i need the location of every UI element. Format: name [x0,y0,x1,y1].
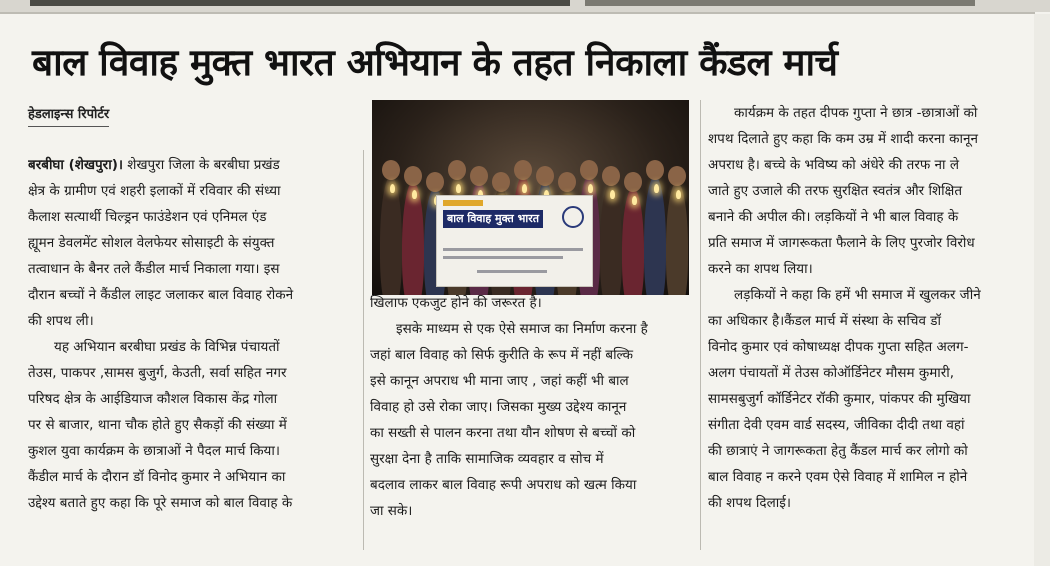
line-text: तेउस, पाकपर ,सामस बुजुर्ग, केउती, सर्वा सहित नगर [28,365,287,381]
text-line [28,490,358,516]
line-text: बदलाव लाकर बाल विवाह रूपी अपराध को खत्म किया [370,477,637,493]
line-text: का अधिकार है।कैंडल मार्च में संस्था के सचिव डॉ [708,313,941,329]
photo-banner [436,195,593,287]
person-head [602,166,620,186]
banner-logo-icon [562,206,584,228]
text-line [370,290,692,316]
text-line [370,446,692,472]
candle-flame-icon [676,190,681,199]
text-line [708,464,1038,490]
article-photo [372,100,689,295]
text-line [28,204,358,230]
candle-flame-icon [522,184,527,193]
line-text: की शपथ दिलाई। [708,495,791,511]
person-head [668,166,686,186]
line-text: सुरक्षा देना है ताकि सामाजिक व्यवहार व सोच में [370,451,604,467]
candle-flame-icon [654,184,659,193]
candle-flame-icon [456,184,461,193]
text-line [370,420,692,446]
line-text: बनाने की अपील की। लड़कियों ने भी बाल विवाह के [708,209,959,225]
candle-flame-icon [412,190,417,199]
line-text: तत्वाधान के बैनर तले कैंडील मार्च निकाला गया। इस [28,261,280,277]
line-text: दौरान बच्चों ने कैंडील लाइट जलाकर बाल विवाह रोकने [28,287,294,303]
line-text: ह्यूमन डेवलमेंट सोशल वेलफेयर सोसाइटी के संयुक्त [28,235,275,251]
text-line [708,230,1038,256]
line-text: अलग पंचायतों में तेउस कोऑर्डिनेटर मौसम कुमारी, [708,365,955,381]
text-line [370,472,692,498]
line-text: विवाह हो उसे रोका जाए। जिसका मुख्य उद्देश्य कानून [370,399,627,415]
article-headline: बाल विवाह मुक्त भारत अभियान के तहत निकाला कैंडल मार्च [32,41,838,84]
line-text: जहां बाल विवाह को सिर्फ कुरीति के रूप में नहीं बल्कि [370,347,634,363]
line-text: की छात्राएं ने जागरूकता हेतु कैंडल मार्च कर लोगो को [708,443,968,459]
text-line [28,230,358,256]
line-text: इसे कानून अपराध भी माना जाए , जहां कहीं भी बाल [370,373,629,389]
person-head [448,160,466,180]
text-line [370,316,692,342]
line-text: कैलाश सत्यार्थी चिल्ड्रन फाउंडेशन एवं एनिमल एंड [28,209,267,225]
text-line [28,464,358,490]
byline: हेडलाइन्स रिपोर्टर [28,104,109,127]
text-line [28,386,358,412]
column-divider [700,100,701,550]
line-text: यह अभियान बरबीघा प्रखंड के विभिन्न पंचायतों [54,339,280,355]
column-2 [370,290,692,524]
line-text: खिलाफ एकजुट होने की जरूरत है। [370,295,542,311]
person-head [580,160,598,180]
line-text: कार्यक्रम के तहत दीपक गुप्ता ने छात्र -छात्राओं को [734,105,978,121]
text-line [708,412,1038,438]
line-text: संगीता देवी एवम वार्ड सदस्य, जीविका दीदी तथा वहां [708,417,965,433]
line-text: अपराध है। बच्चे के भविष्य को अंधेरे की तरफ ना ले [708,157,959,173]
column-1 [28,152,358,516]
text-line [370,394,692,420]
line-text: जा सके। [370,503,413,519]
line-text: बाल विवाह न करने एवम ऐसे विवाह में शामिल न होने [708,469,968,485]
line-text: की शपथ ली। [28,313,94,329]
text-line [708,308,1038,334]
line-text: जाते हुए उजाले की तरफ सुरक्षित स्वतंत्र और शिक्षित [708,183,963,199]
column-divider [363,150,364,550]
text-line [708,126,1038,152]
person-head [470,166,488,186]
text-line [708,100,1038,126]
text-line [708,360,1038,386]
person-head [646,160,664,180]
text-line [28,438,358,464]
line-text: इसके माध्यम से एक ऐसे समाज का निर्माण करना है [396,321,648,337]
text-line [28,360,358,386]
line-text: कुशल युवा कार्यक्रम के छात्राओं ने पैदल मार्च किया। [28,443,281,459]
text-line [28,178,358,204]
line-text: शेखपुरा जिला के बरबीघा प्रखंड [122,157,280,173]
person-head [536,166,554,186]
line-text: करने का शपथ लिया। [708,261,813,277]
line-text: सामसबुजुर्ग कॉर्डिनेटर रॉकी कुमार, पांकपर की मुखिया [708,391,971,407]
banner-line [443,256,563,259]
text-line [708,282,1038,308]
text-line [370,498,692,524]
candle-flame-icon [632,196,637,205]
person-head [558,172,576,192]
line-text: परिषद क्षेत्र के आईडियाज कौशल विकास केंद्र गोला [28,391,278,407]
previous-article-block [585,0,975,6]
text-line [708,178,1038,204]
line-text: का सख्ती से पालन करना तथा यौन शोषण से बच्चों को [370,425,636,441]
person-head [492,172,510,192]
text-line [28,308,358,334]
dateline: बरबीघा (शेखपुरा)। [28,157,123,173]
text-line [708,490,1038,516]
line-text: क्षेत्र के ग्रामीण एवं शहरी इलाकों में रविवार की संध्या [28,183,281,199]
text-line [708,438,1038,464]
column-3 [708,100,1038,516]
text-line [28,256,358,282]
top-rule [0,12,1035,14]
line-text: विनोद कुमार एवं कोषाध्यक्ष दीपक गुप्ता सहित अलग- [708,339,969,355]
text-line [28,282,358,308]
candle-flame-icon [390,184,395,193]
person-head [404,166,422,186]
text-line [708,152,1038,178]
person-head [426,172,444,192]
text-line [370,368,692,394]
banner-title: बाल विवाह मुक्त भारत [447,212,539,225]
line-text: शपथ दिलाते हुए कहा कि कम उम्र में शादी करना कानून [708,131,978,147]
text-line [708,386,1038,412]
text-line [708,204,1038,230]
line-text: पर से बाजार, थाना चौक होते हुए सैकड़ों की संख्या में [28,417,287,433]
candle-flame-icon [588,184,593,193]
text-line [708,256,1038,282]
line-text: उद्देश्य बताते हुए कहा कि पूरे समाज को बाल विवाह के [28,495,293,511]
text-line [708,334,1038,360]
line-text: लड़कियों ने कहा कि हमें भी समाज में खुलकर जीने [734,287,981,303]
text-line [370,342,692,368]
text-line [28,334,358,360]
person-head [382,160,400,180]
previous-article-block [30,0,570,6]
next-article-edge [1034,14,1050,566]
previous-article-strip [0,0,1050,12]
text-line [28,412,358,438]
banner-tag [443,200,483,206]
line-text: कैंडील मार्च के दौरान डॉ विनोद कुमार ने अभियान का [28,469,286,485]
candle-flame-icon [610,190,615,199]
person-head [514,160,532,180]
text-line [28,152,358,178]
line-text: प्रति समाज में जागरूकता फैलाने के लिए पुरजोर विरोध [708,235,975,251]
banner-line [443,248,583,251]
next-headline-cut [20,552,1020,566]
banner-line [477,270,547,273]
person-head [624,172,642,192]
